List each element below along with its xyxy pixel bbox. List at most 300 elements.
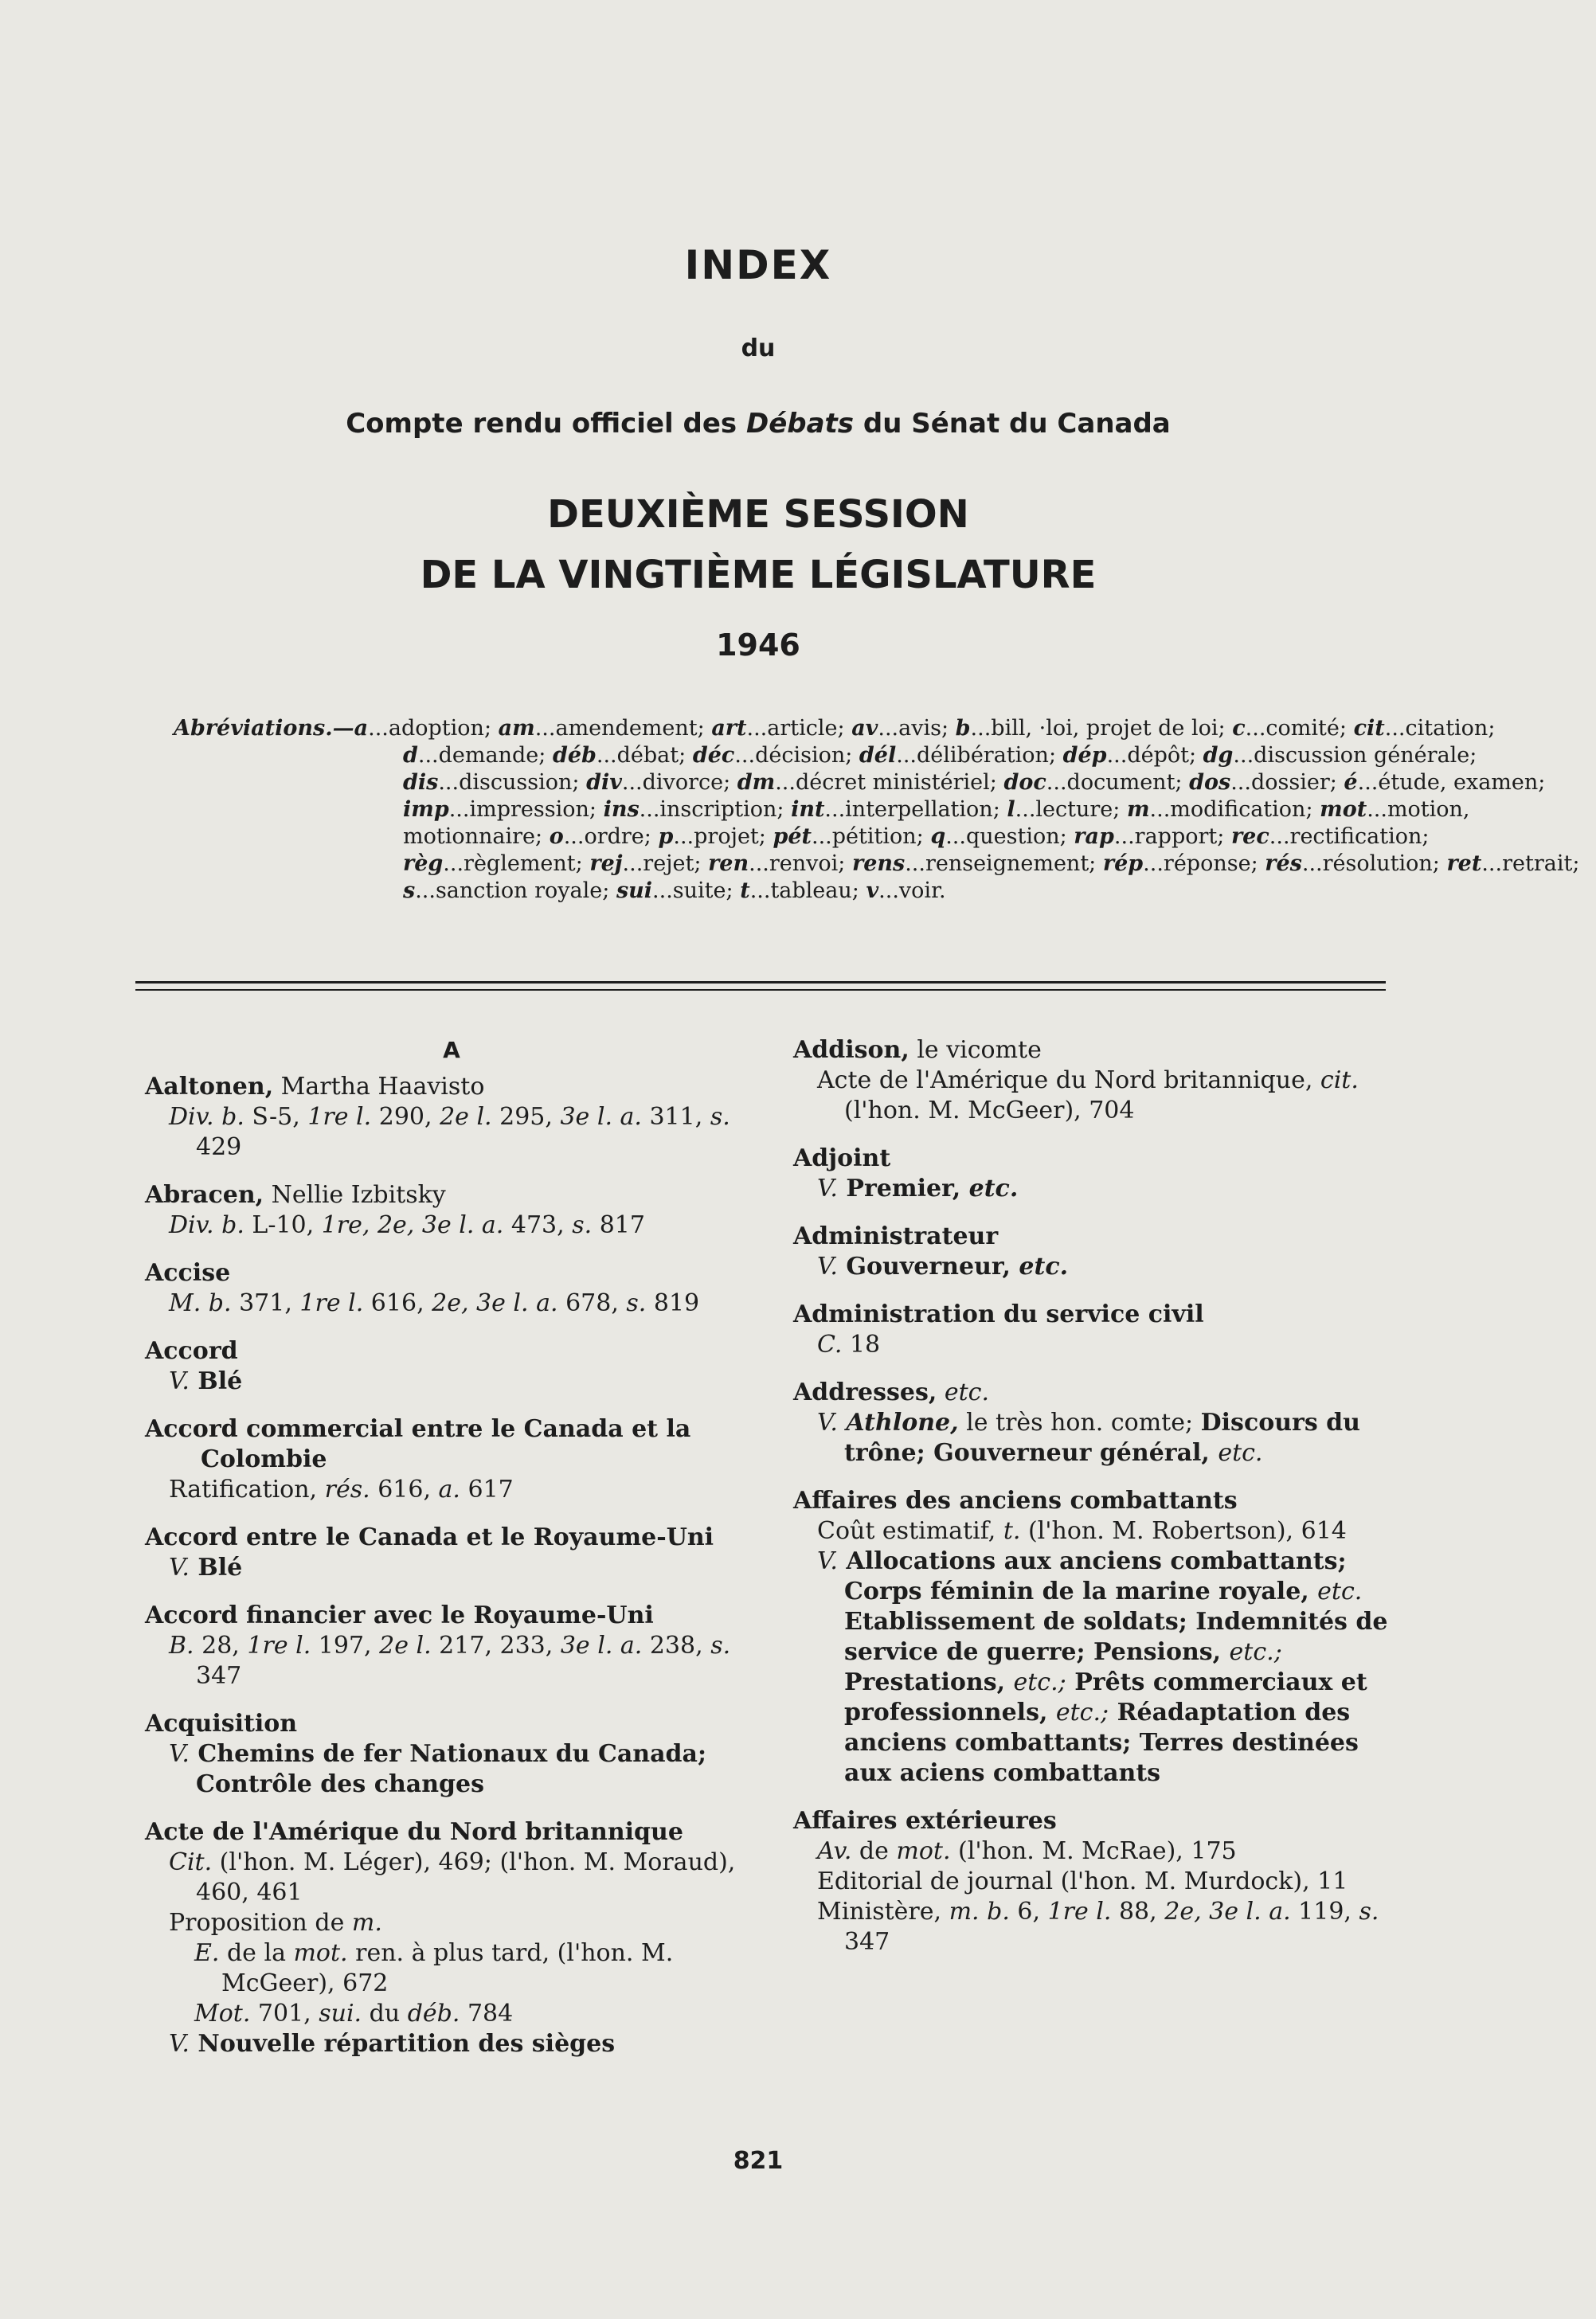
abbreviation-key: rej: [589, 851, 623, 876]
index-du: du: [741, 334, 776, 362]
abbreviation-value: modification: [1170, 797, 1306, 822]
entry-text: 1re l.: [307, 1103, 372, 1131]
entry-text: V.: [817, 1409, 838, 1437]
entry-text: 617: [460, 1476, 514, 1504]
abbreviation-value: décret ministériel: [795, 770, 990, 795]
entry-text: 18: [842, 1331, 881, 1359]
abbreviation-key: am: [498, 716, 535, 741]
entry-subline: [145, 1631, 758, 1691]
abbreviation-key: m: [1126, 797, 1150, 822]
abbreviation-item: l...lecture;: [1007, 797, 1127, 822]
abbreviation-key: s: [403, 878, 416, 903]
abbreviation-item: rej...rejet;: [589, 851, 709, 876]
abbreviation-item: a...adoption;: [354, 716, 499, 741]
entry-heading: Affaires des anciens combattants: [793, 1487, 1238, 1515]
entry-heading: Accord financier avec le Royaume-Uni: [145, 1601, 654, 1629]
abbreviation-key: v: [866, 878, 879, 903]
abbreviation-key: cit: [1353, 716, 1385, 741]
double-rule-bottom: [135, 989, 1386, 991]
entry-text: E.: [194, 1939, 220, 1967]
entry-subline: [793, 1516, 1406, 1547]
abbreviation-value: interpellation: [845, 797, 993, 822]
abbreviation-value: voir: [898, 878, 940, 903]
entry-subline: [145, 1553, 758, 1583]
index-entry-head: [793, 1035, 1406, 1066]
index-entry-head: [793, 1806, 1406, 1836]
entry-text: Allocations aux anciens combattants; Corps féminin de la marine royale,: [837, 1547, 1347, 1605]
index-entry-head: [145, 1180, 758, 1210]
abbreviation-key: dél: [859, 743, 897, 768]
abbreviation-key: div: [586, 770, 622, 795]
index-entry-head: [145, 1072, 758, 1102]
abbreviation-key: dm: [737, 770, 776, 795]
index-entry: [793, 1222, 1406, 1282]
page-number: 821: [733, 2147, 784, 2175]
entry-text: V.: [817, 1253, 838, 1281]
abbreviation-key: rens: [851, 851, 906, 876]
legislature-title: DE LA VINGTIÈME LÉGISLATURE: [420, 553, 1097, 597]
entry-text: (l'hon. M. Robertson), 614: [1020, 1517, 1347, 1545]
abbreviation-item: rec...rectification;: [1230, 824, 1430, 849]
abbreviation-key: rec: [1230, 824, 1269, 849]
abbreviation-value: suite: [672, 878, 726, 903]
entry-text: V.: [817, 1547, 838, 1575]
abbreviation-item: c...comité;: [1232, 716, 1354, 741]
entry-text: déb.: [407, 2000, 460, 2028]
index-entry-head: [145, 1601, 758, 1631]
entry-text: s.: [626, 1289, 647, 1317]
index-entry: [793, 1300, 1406, 1360]
entry-text: S-5,: [244, 1103, 308, 1131]
entry-text: 1re l.: [1047, 1898, 1112, 1926]
index-entry: [793, 1486, 1406, 1789]
abbreviation-value: sanction royale: [435, 878, 603, 903]
index-entry: [793, 1035, 1406, 1126]
abbreviation-key: é: [1344, 770, 1358, 795]
abbreviation-value: règlement: [464, 851, 576, 876]
index-entry: [145, 1072, 758, 1163]
entry-text: 197,: [311, 1632, 380, 1660]
entry-text: M. b.: [169, 1289, 232, 1317]
abbreviation-key: b: [955, 716, 971, 741]
abbreviation-key: dos: [1189, 770, 1231, 795]
abbreviation-key: ren: [708, 851, 749, 876]
entry-heading: Abracen,: [145, 1181, 264, 1209]
entry-heading: Affaires extérieures: [793, 1807, 1057, 1835]
entry-text: s.: [710, 1632, 731, 1660]
entry-text: etc.: [1218, 1439, 1263, 1467]
abbreviation-value: question: [965, 824, 1060, 849]
entry-subline: [145, 1739, 758, 1800]
abbreviation-value: renseignement: [925, 851, 1089, 876]
entry-text: 1re l.: [247, 1632, 311, 1660]
entry-subline: [793, 1408, 1406, 1468]
entry-heading-rest: Nellie Izbitsky: [264, 1181, 446, 1209]
abbreviation-item: sui...suite;: [616, 878, 741, 903]
abbreviation-value: dépôt: [1127, 743, 1189, 768]
year-title: 1946: [716, 628, 800, 663]
abbreviation-item: p...projet;: [658, 824, 773, 849]
abbreviation-item: am...amendement;: [498, 716, 712, 741]
abbreviation-key: pét: [773, 824, 812, 849]
abbreviation-key: rap: [1074, 824, 1114, 849]
entry-heading-rest: Martha Haavisto: [273, 1073, 485, 1101]
entry-text: 371,: [231, 1289, 300, 1317]
abbreviation-key: dép: [1062, 743, 1107, 768]
entry-text: s.: [1359, 1898, 1379, 1926]
compte-ital: Débats: [745, 408, 855, 440]
abbreviation-value: retrait: [1502, 851, 1573, 876]
entry-subline: [145, 1848, 758, 1908]
index-entry: [793, 1806, 1406, 1957]
index-title: INDEX: [684, 242, 832, 288]
entry-subline: [145, 1999, 758, 2029]
entry-text: Coût estimatif,: [817, 1517, 1003, 1545]
entry-text: 311,: [641, 1103, 710, 1131]
abbreviation-key: art: [711, 716, 747, 741]
entry-text: Blé: [189, 1554, 243, 1582]
entry-text: etc.: [1019, 1253, 1069, 1281]
entry-text: 119,: [1290, 1898, 1359, 1926]
abbreviation-key: o: [549, 824, 564, 849]
abbreviation-item: art...article;: [711, 716, 852, 741]
entry-text: Prêts commerciaux et professionnels,: [844, 1668, 1367, 1727]
entry-heading: Acquisition: [145, 1710, 298, 1738]
compte-post: du Sénat du Canada: [854, 408, 1171, 440]
entry-text: s.: [710, 1103, 730, 1131]
entry-text: de: [851, 1837, 897, 1865]
entry-text: Cit.: [169, 1848, 213, 1876]
abbreviation-value: réponse: [1163, 851, 1251, 876]
entry-text: B.: [169, 1632, 194, 1660]
entry-text: 295,: [491, 1103, 561, 1131]
index-entry: [793, 1378, 1406, 1468]
entry-text: 817: [592, 1211, 645, 1239]
entry-text: V.: [169, 1554, 190, 1582]
abbreviations-block: [174, 715, 1596, 905]
entry-text: mot.: [293, 1939, 348, 1967]
entry-heading: Accord commercial entre le Canada et la Colombie: [145, 1415, 691, 1473]
index-entry: [145, 1414, 758, 1505]
abbreviation-value: ordre: [584, 824, 644, 849]
abbreviation-value: rectification: [1289, 824, 1422, 849]
index-entry-head: [145, 1817, 758, 1848]
abbreviation-item: pét...pétition;: [773, 824, 931, 849]
entry-text: 616,: [370, 1476, 439, 1504]
abbreviation-value: divorce: [642, 770, 724, 795]
entry-text: Ratification,: [169, 1476, 325, 1504]
abbreviation-value: rapport: [1134, 824, 1218, 849]
abbreviation-item: rap...rapport;: [1074, 824, 1231, 849]
abbreviation-key: a: [354, 716, 369, 741]
entry-text: V.: [169, 2030, 190, 2058]
entry-heading-rest: le vicomte: [909, 1036, 1042, 1064]
entry-text: Av.: [817, 1837, 852, 1865]
entry-subline: [793, 1836, 1406, 1867]
entry-text: 28,: [194, 1632, 248, 1660]
index-entry: [793, 1144, 1406, 1204]
abbreviation-value: article: [767, 716, 838, 741]
entry-heading-rest: etc.: [937, 1378, 990, 1406]
index-entry-head: [793, 1222, 1406, 1252]
abbreviation-value: citation: [1405, 716, 1488, 741]
abbreviation-value: débat: [616, 743, 679, 768]
abbreviation-key: imp: [403, 797, 449, 822]
abbreviation-item: ret...retrait;: [1446, 851, 1580, 876]
abbreviation-key: ins: [603, 797, 640, 822]
entry-subline: [793, 1547, 1406, 1789]
abbreviation-item: dm...décret ministériel;: [737, 770, 1004, 795]
abbreviation-key: d: [403, 743, 418, 768]
entry-text: Nouvelle répartition des sièges: [189, 2030, 616, 2058]
entry-heading: Administration du service civil: [793, 1300, 1204, 1328]
abbreviation-key: déc: [692, 743, 735, 768]
entry-heading: Addison,: [793, 1036, 909, 1064]
abbreviation-value: dossier: [1250, 770, 1330, 795]
index-entry-head: [793, 1300, 1406, 1330]
index-entry: [145, 1601, 758, 1691]
abbreviation-item: o...ordre;: [549, 824, 659, 849]
abbreviation-key: dg: [1203, 743, 1234, 768]
abbreviation-key: sui: [616, 878, 653, 903]
entry-heading: Accise: [145, 1259, 231, 1287]
entry-text: etc.;: [1013, 1668, 1066, 1696]
session-title: DEUXIÈME SESSION: [547, 492, 969, 537]
entry-text: V.: [817, 1175, 838, 1203]
entry-text: 2e l.: [379, 1632, 432, 1660]
abbreviation-item: é...étude, examen;: [1344, 770, 1546, 795]
abbreviation-key: doc: [1003, 770, 1046, 795]
entry-subline: [145, 1475, 758, 1505]
entry-subline: [145, 1210, 758, 1241]
entry-text: 347: [844, 1928, 890, 1956]
abbreviation-item: v...voir.: [866, 878, 946, 903]
abbreviation-value: tableau: [770, 878, 852, 903]
compte-pre: Compte rendu officiel des: [346, 408, 746, 440]
abbreviation-value: motion, motionnaire: [403, 797, 1470, 849]
abbreviation-item: rép...réponse;: [1102, 851, 1265, 876]
entry-text: 2e, 3e l. a.: [432, 1289, 558, 1317]
compte-rendu-line: [0, 408, 1516, 440]
index-entry: [145, 1709, 758, 1800]
index-entry-head: [145, 1523, 758, 1553]
entry-text: 6,: [1009, 1898, 1048, 1926]
abbreviation-item: s...sanction royale;: [403, 878, 616, 903]
abbreviation-item: dél...délibération;: [859, 743, 1063, 768]
abbreviation-item: dis...discussion;: [403, 770, 587, 795]
abbreviation-key: déb: [552, 743, 597, 768]
entry-subline: [793, 1330, 1406, 1360]
entry-text: Premier,: [837, 1175, 969, 1203]
abbreviation-value: décision: [755, 743, 846, 768]
abbreviations-lead: Abréviations.—: [174, 716, 354, 741]
entry-text: le très hon. comte;: [958, 1409, 1201, 1437]
entry-heading: Addresses,: [793, 1378, 937, 1406]
entry-text: (l'hon. M. McGeer), 704: [844, 1097, 1135, 1124]
index-entry-head: [145, 1709, 758, 1739]
index-entry: [145, 1180, 758, 1241]
entry-text: Acte de l'Amérique du Nord britannique,: [817, 1066, 1320, 1094]
entry-subline: [793, 1174, 1406, 1204]
abbreviation-item: rens...renseignement;: [851, 851, 1103, 876]
entry-text: C.: [817, 1331, 843, 1359]
entry-text: 1re, 2e, 3e l. a.: [321, 1211, 504, 1239]
index-entry-head: [145, 1258, 758, 1289]
abbreviation-item: ins...inscription;: [603, 797, 792, 822]
entry-text: 3e l. a.: [560, 1632, 643, 1660]
abbreviation-item: cit...citation;: [1353, 716, 1496, 741]
entry-text: 819: [646, 1289, 700, 1317]
entry-text: Mot.: [194, 2000, 251, 2028]
entry-text: V.: [169, 1740, 190, 1768]
entry-subline: [793, 1867, 1406, 1897]
abbreviation-value: renvoi: [769, 851, 839, 876]
entry-text: mot.: [896, 1837, 951, 1865]
abbreviation-item: déc...décision;: [692, 743, 859, 768]
abbreviation-value: amendement: [555, 716, 698, 741]
entry-text: rés.: [324, 1476, 370, 1504]
index-entry: [145, 1336, 758, 1397]
entry-subline: [145, 2029, 758, 2059]
entry-text: 701,: [250, 2000, 319, 2028]
entry-text: ren. à plus tard, (l'hon. M. McGeer), 672: [221, 1939, 674, 1997]
abbreviation-item: dép...dépôt;: [1062, 743, 1203, 768]
abbreviation-key: c: [1232, 716, 1246, 741]
entry-subline: [145, 1367, 758, 1397]
entry-text: cit.: [1320, 1066, 1359, 1094]
abbreviation-key: ret: [1446, 851, 1482, 876]
entry-text: 2e l.: [440, 1103, 492, 1131]
abbreviation-key: t: [740, 878, 750, 903]
entry-text: t.: [1003, 1517, 1021, 1545]
abbreviation-value: étude, examen: [1378, 770, 1539, 795]
abbreviation-key: av: [851, 716, 878, 741]
entry-text: de la: [219, 1939, 294, 1967]
index-entry-head: [793, 1486, 1406, 1516]
entry-text: 473,: [503, 1211, 573, 1239]
entry-text: 784: [460, 2000, 514, 2028]
entry-text: Ministère,: [817, 1898, 949, 1926]
entry-text: 429: [196, 1133, 242, 1161]
entry-text: 616,: [363, 1289, 432, 1317]
abbreviation-value: lecture: [1035, 797, 1113, 822]
entry-text: Proposition de: [169, 1909, 352, 1937]
entry-text: m.: [351, 1909, 382, 1937]
entry-text: a.: [438, 1476, 460, 1504]
entry-text: Athlone,: [837, 1409, 959, 1437]
entry-text: Editorial de journal (l'hon. M. Murdock), 11: [817, 1867, 1348, 1895]
abbreviation-item: rés...résolution;: [1265, 851, 1447, 876]
index-entry-head: [145, 1336, 758, 1367]
abbreviation-key: l: [1007, 797, 1015, 822]
entry-text: etc.: [1317, 1578, 1363, 1605]
entry-text: 217, 233,: [431, 1632, 561, 1660]
index-entry: [145, 1258, 758, 1319]
abbreviation-key: rép: [1102, 851, 1144, 876]
entry-subline: [793, 1897, 1406, 1957]
abbreviation-item: mot...motion, motionnaire;: [403, 797, 1470, 849]
entry-text: Div. b.: [169, 1103, 244, 1131]
abbreviation-item: dos...dossier;: [1189, 770, 1344, 795]
abbreviation-value: demande: [438, 743, 539, 768]
index-entry-head: [145, 1414, 758, 1475]
abbreviation-item: dg...discussion générale;: [1203, 743, 1477, 768]
index-entry: [145, 1523, 758, 1583]
entry-text: sui.: [319, 2000, 362, 2028]
abbreviation-item: déb...débat;: [552, 743, 693, 768]
entry-heading: Accord entre le Canada et le Royaume-Uni: [145, 1523, 714, 1551]
abbreviation-item: t...tableau;: [740, 878, 866, 903]
entry-text: (l'hon. M. Léger), 469; (l'hon. M. Moraud), 460, 461: [196, 1848, 736, 1906]
abbreviation-value: rejet: [643, 851, 694, 876]
abbreviation-key: dis: [403, 770, 439, 795]
abbreviation-value: adoption: [388, 716, 484, 741]
index-entry-head: [793, 1144, 1406, 1174]
index-entry-head: [793, 1378, 1406, 1408]
abbreviation-item: b...bill, ·loi, projet de loi;: [955, 716, 1233, 741]
right-column: [793, 1035, 1406, 1975]
entry-text: 347: [196, 1662, 242, 1690]
entry-text: L-10,: [244, 1211, 322, 1239]
abbreviation-item: av...avis;: [851, 716, 956, 741]
entry-text: etc.: [968, 1175, 1019, 1203]
entry-text: Prestations,: [844, 1668, 1014, 1696]
abbreviation-key: p: [658, 824, 674, 849]
entry-text: Etablissement de soldats; Indemnités de service de guerre; Pensions,: [844, 1608, 1388, 1666]
entry-text: 678,: [557, 1289, 627, 1317]
entry-heading: Adjoint: [793, 1144, 891, 1172]
section-letter: A: [443, 1037, 460, 1063]
abbreviation-value: inscription: [659, 797, 777, 822]
entry-text: du: [362, 2000, 408, 2028]
entry-text: 290,: [371, 1103, 440, 1131]
abbreviation-item: règ...règlement;: [403, 851, 590, 876]
abbreviation-key: q: [930, 824, 946, 849]
entry-text: 3e l. a.: [560, 1103, 642, 1131]
abbreviation-item: m...modification;: [1126, 797, 1320, 822]
entry-subline: [145, 1938, 758, 1999]
entry-text: Div. b.: [169, 1211, 244, 1239]
entry-text: s.: [572, 1211, 593, 1239]
abbreviation-value: discussion: [459, 770, 573, 795]
entry-heading: Administrateur: [793, 1222, 999, 1250]
entry-text: Discours du trône; Gouverneur général,: [844, 1409, 1360, 1467]
abbreviation-item: ren...renvoi;: [708, 851, 852, 876]
entry-heading: Acte de l'Amérique du Nord britannique: [145, 1818, 683, 1846]
entry-text: etc.;: [1229, 1638, 1282, 1666]
entry-subline: [793, 1252, 1406, 1282]
left-column: [145, 1035, 758, 2077]
abbreviation-key: mot: [1320, 797, 1367, 822]
abbreviation-value: délibération: [917, 743, 1049, 768]
entry-subline: [145, 1289, 758, 1319]
abbreviation-value: comité: [1265, 716, 1340, 741]
abbreviation-item: div...divorce;: [586, 770, 737, 795]
abbreviation-value: projet: [694, 824, 759, 849]
entry-subline: [145, 1102, 758, 1163]
abbreviation-value: avis: [898, 716, 941, 741]
abbreviation-value: résolution: [1322, 851, 1433, 876]
abbreviation-value: discussion générale: [1254, 743, 1470, 768]
entry-text: 1re l.: [299, 1289, 364, 1317]
entry-text: (l'hon. M. McRae), 175: [950, 1837, 1237, 1865]
entry-text: V.: [169, 1367, 190, 1395]
double-rule-top: [135, 981, 1386, 984]
entry-text: Réadaptation des anciens combattants; Terres destinées aux aciens combattants: [844, 1699, 1359, 1787]
entry-text: etc.;: [1055, 1699, 1109, 1727]
abbreviation-value: impression: [469, 797, 589, 822]
index-entry: [145, 1817, 758, 2059]
